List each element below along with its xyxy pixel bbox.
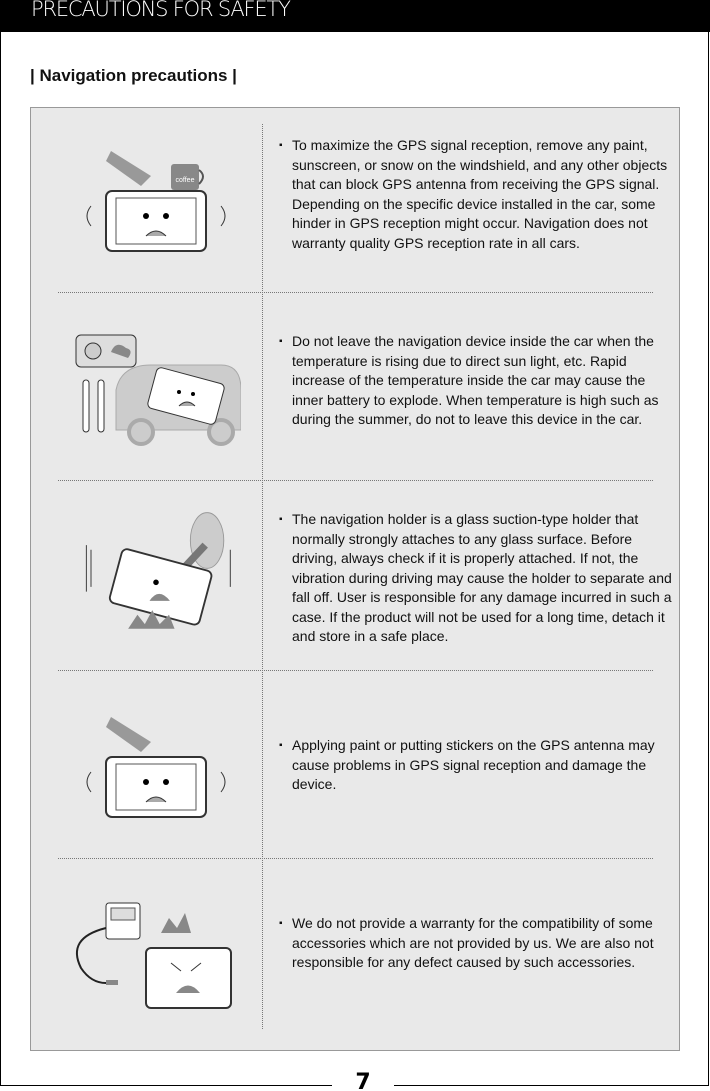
row-divider [58,858,653,859]
device-paint-spray-icon [71,712,241,842]
precautions-panel [30,107,680,1051]
device-falling-holder-icon [71,508,241,638]
section-title: | Navigation precautions | [30,66,237,85]
precaution-item: ▪ We do not provide a warranty for the compatibility of some accessories which are not provided by us. We are also not responsible for any defect caused by such accessories. [279,915,654,970]
page-header [0,0,710,32]
precaution-item: ▪ To maximize the GPS signal reception, remove any paint, sunscreen, or snow on the windshield, and any other objects that can block GPS antenna from receiving the GPS signal. Depending on the specific device installed in the car, some hinder in GPS reception might occur. Navigation does not warranty quality GPS reception rate in all cars. [279,137,668,251]
device-heat-in-car-icon [71,330,241,460]
row-divider [58,480,653,481]
device-coffee-spill-icon [71,146,241,276]
precaution-item: ▪ Do not leave the navigation device inside the car when the temperature is rising due to direct sun light, etc. Rapid increase of the temperature inside the car may cause the inner battery to explode. When temperature is high such as during the summer, do not to leave this device in the car. [279,333,659,427]
precaution-text: We do not provide a warranty for the compatibility of some accessories which are not provided by us. We are also not responsible for any defect caused by such accessories. [292,915,654,970]
svg-text:coffee: coffee [175,177,195,184]
precaution-item: ▪ The navigation holder is a glass suction-type holder that normally strongly attaches to any glass surface. Before driving, always check if it is properly attached. If not, the vibration during driving may cause the holder to separate and fall off. User is responsible for any damage incurred in such a case. If the product will not be used for a long time, detach it and store in a safe place. [279,511,672,644]
vertical-divider [262,124,263,1029]
row-divider [58,670,653,671]
precaution-item: ▪ Applying paint or putting stickers on the GPS antenna may cause problems in GPS signal reception and damage the device. [279,737,655,792]
precaution-text: Do not leave the navigation device inside the car when the temperature is rising due to direct sun light, etc. Rapid increase of the temperature inside the car may cause the inner battery to explode. When temperature is high such as during the summer, do not to leave this device in the car. [292,333,659,427]
precaution-text: Applying paint or putting stickers on the GPS antenna may cause problems in GPS signal reception and damage the device. [292,737,655,792]
header-title: PRECAUTIONS FOR SAFETY [31,0,290,21]
precaution-text: The navigation holder is a glass suction-type holder that normally strongly attaches to any glass surface. Before driving, always check if it is properly attached. If not, the vibration during driving may cause the holder to separate and fall off. User is responsible for any damage incurred in such a case. If the product will not be used for a long time, detach it and store in a safe place. [292,511,672,644]
page-number: 7 [332,1072,394,1091]
row-divider [58,292,653,293]
precaution-text: To maximize the GPS signal reception, remove any paint, sunscreen, or snow on the windshield, and any other objects that can block GPS antenna from receiving the GPS signal. Depending on the specific device installed in the car, some hinder in GPS reception might occur. Navigation does not warranty quality GPS reception rate in all cars. [292,137,668,251]
device-accessory-icon [71,898,241,1028]
